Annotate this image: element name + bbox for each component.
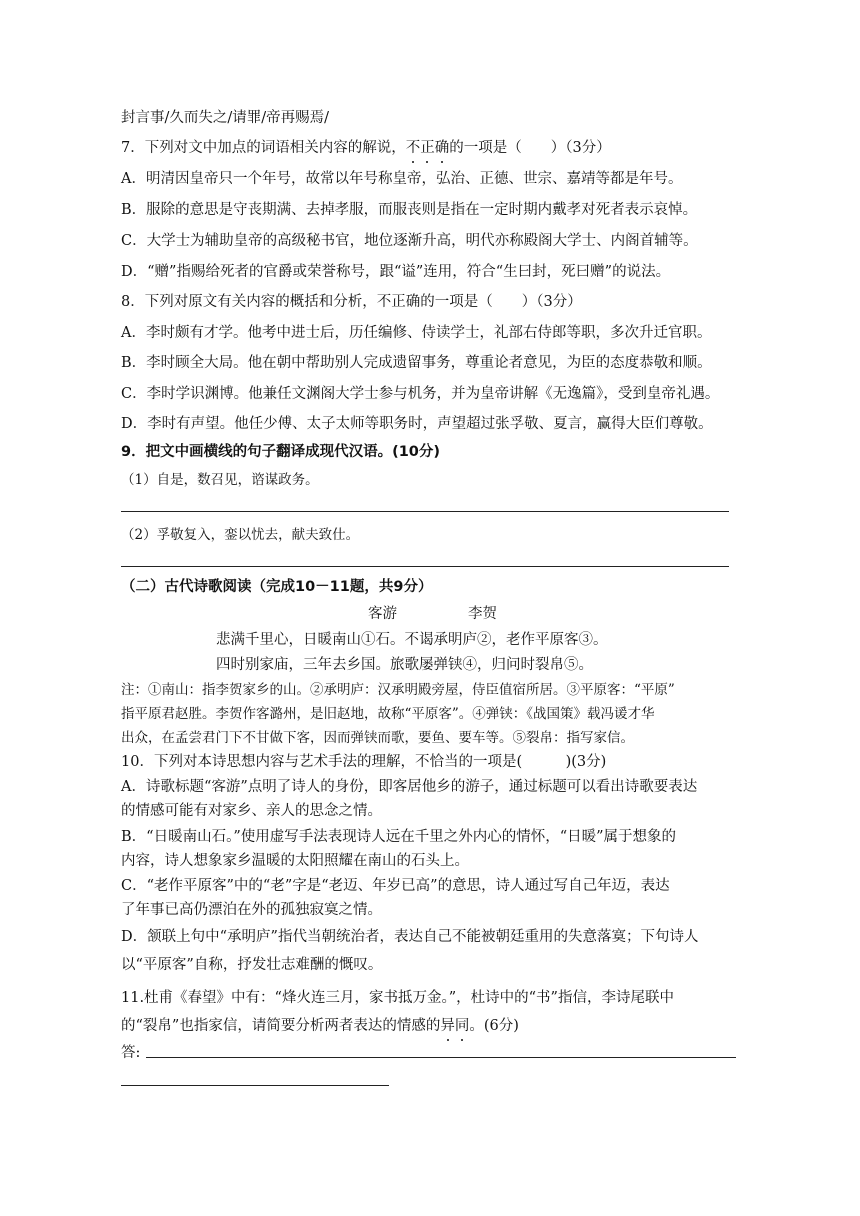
text-line: 封言事/久而失之/请罪/帝再赐焉/ [121,110,330,126]
option-7b: B．服除的意思是守丧期满、去掉孝服，而服丧则是指在一定时期内戴孝对死者表示哀悼。 [121,202,698,218]
option-10d: D．颔联上句中“承明庐”指代当朝统治者，表达自己不能被朝廷重用的失意落寞；下句诗人 [121,929,699,945]
answer-line[interactable] [146,1057,736,1058]
emphasis-char: 正 [420,140,435,156]
poem-author: 李贺 [468,606,497,622]
question-9-item-2: （2）孚敬复入，銮以忧去，献夫致仕。 [121,527,360,543]
option-10b: B．“日暖南山石。”使用虚写手法表现诗人远在千里之外内心的情怀，“日暖”属于想象的 [121,829,677,845]
question-text: 的一项是（ ）（3分） [449,140,611,156]
question-9-item-1: （1）自是，数召见，谘谋政务。 [121,472,319,488]
emphasis-char: 异 [440,1018,455,1034]
emphasis-char: 确 [434,140,450,156]
answer-line[interactable] [121,1085,389,1086]
option-7c: C．大学士为辅助皇帝的高级秘书官，地位逐渐升高，明代亦称殿阁大学士、内阁首辅等。 [121,233,698,249]
question-7 [121,138,741,158]
option-8a: A．李时颇有才学。他考中进士后，历任编修、侍读学士，礼部右侍郎等职，多次升迁官职。 [121,325,712,341]
emphasis-char: 同 [454,1018,470,1034]
question-8: 8．下列对原文有关内容的概括和分析，不正确的一项是（ ）（3分） [121,294,582,310]
question-text: 。(6分) [469,1018,519,1034]
option-8c: C．李时学识渊博。他兼任文渊阁大学士参与机务，并为皇帝讲解《无逸篇》，受到皇帝礼遇。 [121,386,720,402]
answer-line[interactable] [121,566,729,567]
poem-note: 出众，在孟尝君门下不甘做下客，因而弹铗而歌，要鱼、要车等。⑤裂帛：指写家信。 [121,730,634,746]
poem-note: 指平原君赵胜。李贺作客潞州，是旧赵地，故称“平原客”。④弹铗：《战国策》载冯谖才华 [121,706,655,722]
option-8d: D．李时有声望。他任少傅、太子太师等职务时，声望超过张孚敬、夏言，赢得大臣们尊敬。 [121,416,713,432]
poem-title: 客游 [368,606,397,622]
answer-label: 答: [121,1045,141,1061]
question-11: 11.杜甫《春望》中有：“烽火连三月，家书抵万金。”，杜诗中的“书”指信，李诗尾联中 [121,990,674,1006]
question-9: 9．把文中画横线的句子翻译成现代汉语。(10分) [121,444,441,460]
question-text: 7．下列对文中加点的词语相关内容的解说， [121,140,406,156]
section-heading: （二）古代诗歌阅读（完成10－11题，共9分） [121,579,433,595]
emphasis-char: 不 [405,140,421,156]
poem-line: 四时别家庙，三年去乡国。旅歌屡弹铗④，归问时裂帛⑤。 [216,657,593,673]
poem-note: 注：①南山：指李贺家乡的山。②承明庐：汉承明殿旁屋，侍臣值宿所居。③平原客：“平原” [121,682,675,698]
option-7d: D．“赠”指赐给死者的官爵或荣誉称号，跟“谥”连用，符合“生曰封，死曰赠”的说法。 [121,264,671,280]
option-10d-cont: 以“平原客”自称，抒发壮志难酬的慨叹。 [121,957,383,973]
question-text: 的“裂帛”也指家信，请简要分析两者表达的情感的 [121,1018,441,1034]
question-10: 10．下列对本诗思想内容与艺术手法的理解，不恰当的一项是( )(3分) [121,754,607,770]
option-10a: A．诗歌标题“客游”点明了诗人的身份，即客居他乡的游子，通过标题可以看出诗歌要表达 [121,779,698,795]
option-7a: A．明清因皇帝只一个年号，故常以年号称皇帝，弘治、正德、世宗、嘉靖等都是年号。 [121,171,683,187]
option-8b: B．李时顾全大局。他在朝中帮助别人完成遗留事务，尊重论者意见，为臣的态度恭敬和顺。 [121,355,712,371]
option-10c-cont: 了年事已高仍漂泊在外的孤独寂寞之情。 [121,902,382,918]
poem-line: 悲满千里心，日暖南山①石。不谒承明庐②，老作平原客③。 [216,632,608,648]
question-11-cont [121,1016,741,1036]
answer-line[interactable] [121,511,729,512]
option-10a-cont: 的情感可能有对家乡、亲人的思念之情。 [121,803,382,819]
option-10c: C．“老作平原客”中的“老”字是“老迈、年岁已高”的意思，诗人通过写自己年迈，表达 [121,878,670,894]
option-10b-cont: 内容，诗人想象家乡温暖的太阳照耀在南山的石头上。 [121,853,469,869]
